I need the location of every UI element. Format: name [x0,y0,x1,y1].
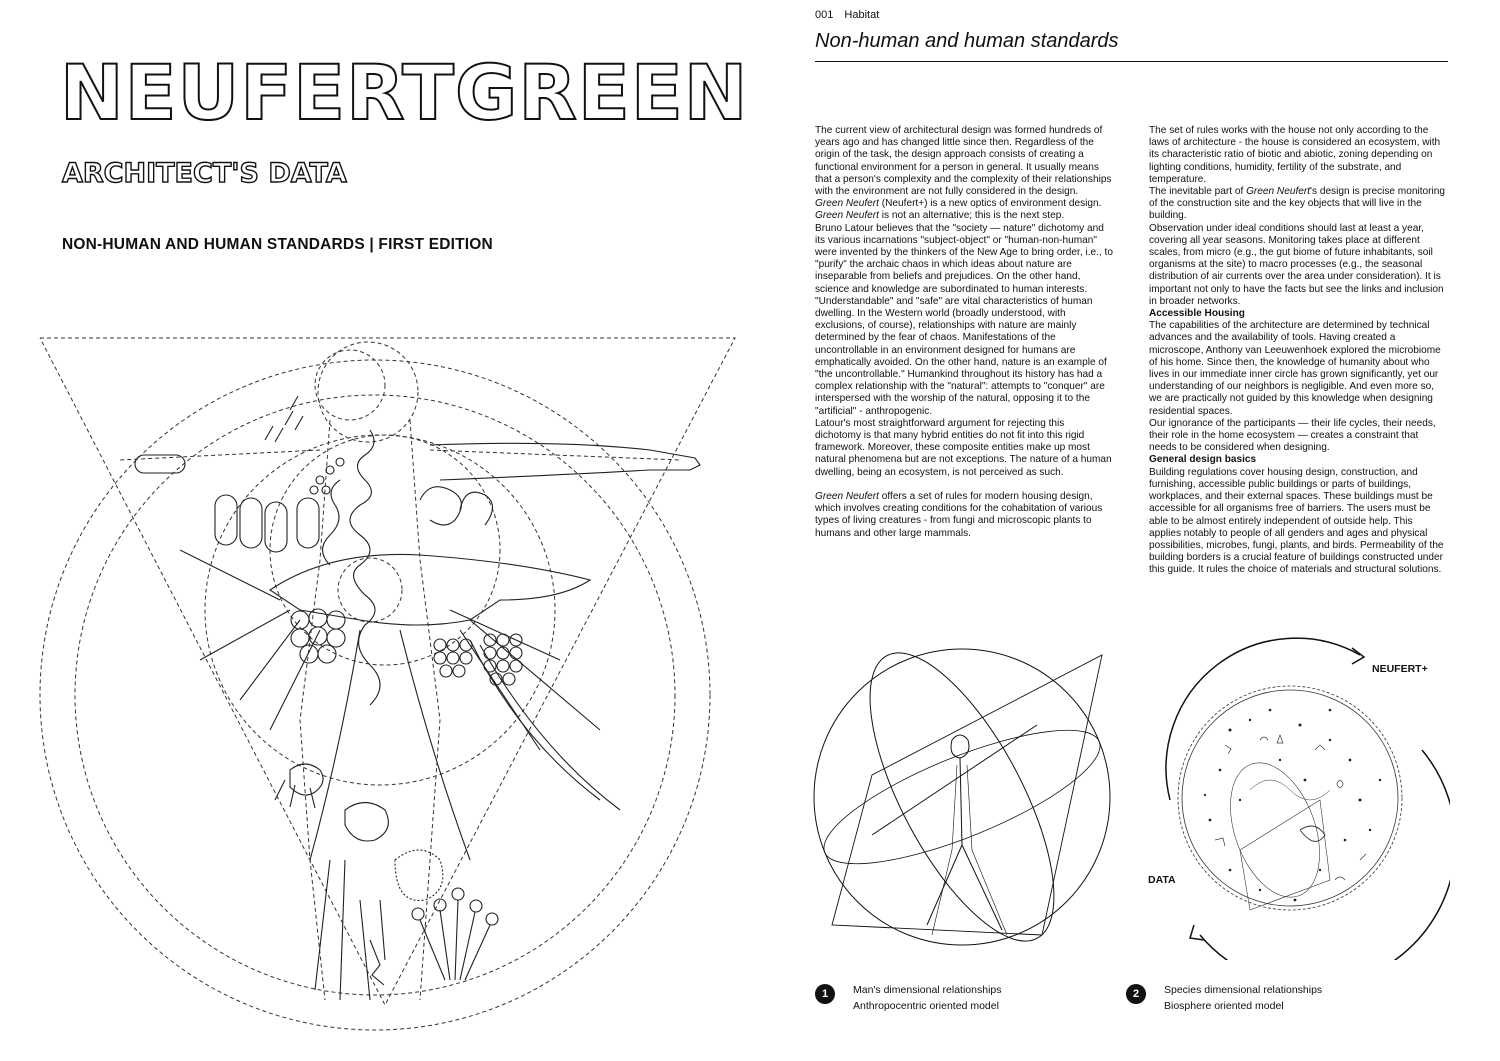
label-data: DATA [1148,874,1176,886]
paragraph: Latour's most straightforward argument for rejecting this dichotomy is that many hybrid entities do not fit into this rigid framework. Moreover, these composite entities make up most natural phenomena but are not exceptions. The nature of a human dwelling, being an ecosystem, is not perceived as such. [815,417,1112,478]
cover-edition: NON-HUMAN AND HUMAN STANDARDS | FIRST EDITION [62,236,493,253]
paragraph: The capabilities of the architecture are determined by technical advances and the availability of tools. Having created a microscope, Anthony van Leeuwenhoek explored the microbiome of his home. Since then, the knowledge of humanity about who lives in our immediate inner circle has grown significantly, yet our understanding of our neighbors is negligible. And even more so, we are practically not guided by this knowledge when designing residential spaces. [1149,320,1441,417]
caption-line: Man's dimensional relationships [853,984,1002,996]
emphasis: Green Neufert [1246,186,1311,198]
figure-1-anthropocentric-model [812,635,1112,965]
subheading-general-design-basics: General design basics [1149,454,1257,466]
text-run: The inevitable part of [1149,186,1247,198]
emphasis: Green Neufert [815,210,879,222]
section-title: Non-human and human standards [815,30,1119,52]
emphasis: Green Neufert [815,198,879,210]
subheading-accessible-housing: Accessible Housing [1149,308,1245,320]
text-column-right [1149,125,1447,577]
cycle-arc-bottom [1200,750,1450,960]
cycle-arc-top [1166,638,1360,800]
caption-line: Anthropocentric oriented model [853,1000,999,1012]
paragraph: Our ignorance of the participants — their life cycles, their needs, their role in the home ecosystem — creates a constraint that needs to be considered when designing. [1149,417,1436,454]
label-neufert-plus: NEUFERT+ [1372,663,1428,675]
paragraph [1149,186,1447,223]
paragraph: Building regulations cover housing design, construction, and furnishing, accessible public buildings or parts of buildings, workplaces, and their external spaces. These buildings must be accessible for all organisms free of barriers. The users must be able to be almost entirely independent of outside help. This applies notably to people of all genders and ages and physical possibilities, microbes, fungi, plants, and birds. Permeability of the building borders is a crucial feature of buildings constructed under this guide. It rules the choice of materials and structural solutions. [1149,466,1444,576]
cover-illustration [0,300,750,1061]
text-column-left [815,125,1113,540]
paragraph-gap [815,479,1113,491]
paragraph: Bruno Latour believes that the "society — nature" dichotomy and its various incarnations "subject-object" or "human-non-human" were invented by the thinkers of the New Age to bring order, i.e., to "purify" the archaic chaos in which ideas about nature are inseparable from beliefs and prejudices. On the other hand, science and knowledge are subordinated to human interests. [815,222,1113,295]
text-run: is not an alternative; this is the next step. [878,210,1065,222]
figure-number-badge: 2 [1126,984,1146,1004]
caption-lines [1164,982,1322,1014]
text-run: (Neufert+) is a new optics of environment design. [878,198,1102,210]
figure-number-badge: 1 [815,984,835,1004]
caption-line: Biosphere oriented model [1164,1000,1284,1012]
paragraph: Observation under ideal conditions should last at least a year, covering all year seasons. Monitoring takes place at different scales, from micro (e.g., the gut biome of future inhabitants, soil organisms at the site) to macro processes (e.g., the seasonal distribution of air currents over the area under consideration). It is important not only to have the facts but see the links and inclusion in broader networks. [1149,222,1444,307]
paragraph: "Understandable" and "safe" are vital characteristics of human dwelling. In the Western world (broadly understood, with exclusions, of course), relationships with nature are mainly determined by the fear of chaos. Manifestations of the uncontrollable in an environment designed for humans are emphatically avoided. On the other hand, nature is an example of "the uncontrollable." Humankind throughout its history has had a complex relationship with the "natural": attempts to "conquer" are interspersed with the worship of the natural, opposing it to the "artificial" - anthropogenic. [815,295,1107,417]
text-run: offers a set of rules for modern housing design, which involves creating conditions for the cohabitation of various types of living creatures - from fungi and microscopic plants to humans and other large mammals. [815,491,1103,539]
paragraph: The set of rules works with the house not only according to the laws of architecture - the house is considered an ecosystem, with its characteristic ratio of biotic and abiotic, zoning depending on lighting conditions, humidity, fertility of the substrate, and temperature. [1149,125,1441,185]
arrow-head-top [1352,648,1364,664]
caption-lines [853,982,1002,1014]
section-name: Habitat [844,9,880,21]
text-run: 's design is precise monitoring of the construction site and the key objects that will live in the building. [1149,186,1445,222]
section-number: 001 [815,9,834,21]
paragraph [815,198,1113,222]
title-divider [815,61,1448,62]
paragraph [815,491,1113,540]
figure-2-biosphere-model [1130,630,1450,960]
paragraph: The current view of architectural design was formed hundreds of years ago and has changed little since then. Regardless of the origin of the task, the design approach consists of creating a functional environment for a person in general. It usually means that a person's complexity and the complexity of their relationships with the environment are not fully considered in the design. [815,125,1112,198]
cover-subtitle: ARCHITECT'S DATA [62,158,347,189]
caption-line: Species dimensional relationships [1164,984,1323,996]
cover-title: NEUFERTGREEN [60,48,749,137]
emphasis: Green Neufert [815,491,879,503]
running-head [815,9,879,21]
